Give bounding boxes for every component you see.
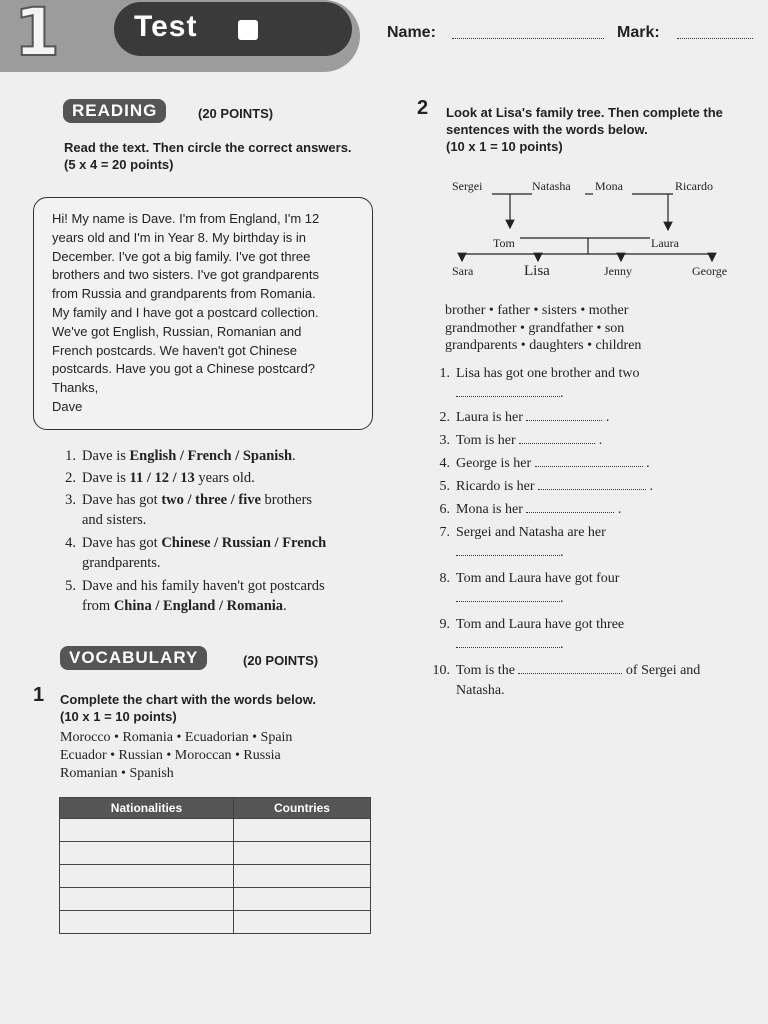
tree-person: Laura [651, 236, 679, 250]
unit-number: 1 [14, 0, 60, 71]
family-instruction: Look at Lisa's family tree. Then complete the sentences with the words below. (10 x 1 = 10 points) [446, 105, 723, 154]
reading-points: (20 POINTS) [198, 106, 274, 121]
answer-options[interactable]: China / England / Romania [113, 598, 284, 614]
tree-person: Tom [493, 236, 515, 250]
chart-cell[interactable] [233, 819, 370, 842]
chart-cell[interactable] [60, 819, 234, 842]
family-sentence: 5. Ricardo is her . [439, 479, 654, 494]
chart-cell[interactable] [60, 865, 234, 888]
answer-blank[interactable] [456, 396, 560, 397]
tree-person: George [692, 264, 728, 278]
answer-blank[interactable] [456, 647, 560, 648]
family-sentence: 7. Sergei and Natasha are her [439, 525, 606, 540]
family-sentence: 3. Tom is her . [439, 433, 603, 448]
chart-cell[interactable] [233, 842, 370, 865]
family-sentence: 10. Tom is the of Sergei and [432, 663, 701, 678]
mark-field[interactable] [677, 24, 753, 39]
chart-cell[interactable] [60, 842, 234, 865]
tree-person: Sara [452, 264, 474, 278]
family-sentence: 8. Tom and Laura have got four [439, 571, 620, 586]
chart-cell[interactable] [233, 888, 370, 911]
chart-cell[interactable] [60, 888, 234, 911]
chart-cell[interactable] [60, 911, 234, 934]
family-sentence: 6. Mona is her . [439, 502, 622, 517]
reading-question: 4. Dave has got Chinese / Russian / French grandparents. [65, 535, 327, 571]
tree-person: Ricardo [675, 179, 713, 193]
reading-question: 3. Dave has got two / three / five brothers and sisters. [65, 492, 313, 528]
answer-blank[interactable] [526, 512, 614, 513]
reading-text: Hi! My name is Dave. I'm from England, I'm 12 years old and I'm in Year 8. My birthday is in December. I've got a big family. I've got three brothers and two sisters. I've got grandparents from Russia and grandparents from Romania. My family and I have got a postcard collection. We've got English, Russian, Romanian and French postcards. We haven't got Chinese postcards. Have you got a Chinese postcard? Thanks, Dave [52, 211, 320, 414]
tree-person: Jenny [604, 264, 632, 278]
tree-person: Sergei [452, 179, 483, 193]
reading-question: 1. Dave is English / French / Spanish. [65, 448, 296, 464]
vocabulary-instruction: Complete the chart with the words below. (10 x 1 = 10 points) [60, 692, 316, 724]
nationality-chart [59, 797, 371, 934]
answer-options[interactable]: two / three / five [161, 492, 261, 508]
answer-blank[interactable] [456, 601, 560, 602]
reading-instruction: Read the text. Then circle the correct answers. (5 x 4 = 20 points) [64, 140, 352, 172]
answer-options[interactable]: Chinese / Russian / French [161, 535, 327, 551]
answer-blank[interactable] [526, 420, 602, 421]
reading-question: 2. Dave is 11 / 12 / 13 years old. [65, 470, 255, 486]
name-field[interactable] [452, 24, 604, 39]
reading-question: 5. Dave and his family haven't got postcards from China / England / Romania. [65, 578, 325, 614]
family-word-box: brother • father • sisters • mother grandmother • grandfather • son grandparents • daughters • children [445, 303, 642, 353]
vocabulary-badge: VOCABULARY [60, 646, 207, 670]
vocabulary-points: (20 POINTS) [243, 653, 319, 668]
tree-person-lisa: Lisa [524, 263, 550, 279]
reading-questions [56, 446, 386, 616]
exercise-number: 1 [33, 684, 45, 706]
exercise-number: 2 [417, 97, 429, 119]
mark-label: Mark: [617, 24, 660, 41]
reading-badge: READING [63, 99, 166, 123]
title-square-icon [238, 20, 258, 40]
answer-blank[interactable] [535, 466, 643, 467]
name-label: Name: [387, 24, 436, 41]
chart-header-nationalities: Nationalities [60, 798, 234, 819]
tree-person: Mona [595, 179, 623, 193]
answer-blank[interactable] [518, 673, 622, 674]
family-sentence: 2. Laura is her . [439, 410, 610, 425]
answer-blank[interactable] [538, 489, 646, 490]
answer-blank[interactable] [519, 443, 595, 444]
test-title: Test [134, 10, 198, 43]
vocabulary-word-box: Morocco • Romania • Ecuadorian • Spain Ecuador • Russian • Moroccan • Russia Romanian • Spanish [60, 730, 293, 781]
answer-options[interactable]: 11 / 12 / 13 [129, 470, 195, 486]
chart-cell[interactable] [233, 911, 370, 934]
answer-blank[interactable] [456, 555, 560, 556]
family-sentence: 1. Lisa has got one brother and two [439, 366, 640, 381]
family-sentence: 9. Tom and Laura have got three [439, 617, 625, 632]
family-sentence: 4. George is her . [439, 456, 650, 471]
chart-cell[interactable] [233, 865, 370, 888]
chart-header-countries: Countries [233, 798, 370, 819]
answer-options[interactable]: English / French / Spanish [129, 448, 293, 464]
tree-person: Natasha [532, 179, 571, 193]
family-sentences: 1. Lisa has got one brother and two . 2. Laura is her . 3. Tom is her . 4. George is her . 5. Ricardo is her . 6. Mona is her . 7. Sergei and Natasha are her . 8. Tom and Laura have got four . 9. Tom and Laura have got three . 10. Tom is the of Sergei and Natasha. [430, 364, 750, 701]
